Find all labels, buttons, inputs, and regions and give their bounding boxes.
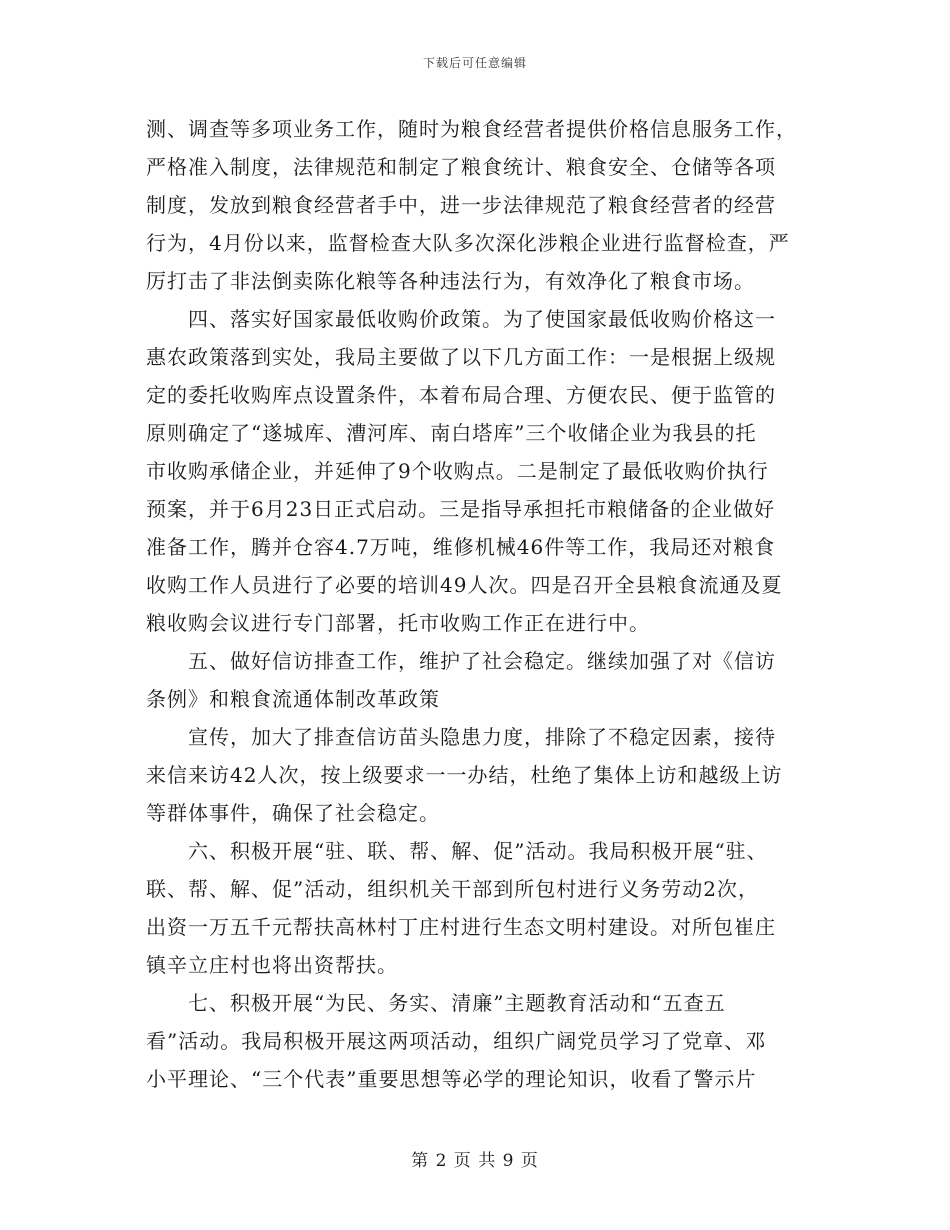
body-line: 出资一万五千元帮扶高林村丁庄村进行生态文明村建设。对所包崔庄	[146, 915, 776, 939]
body-line: 制度，发放到粮食经营者手中，进一步法律规范了粮食经营者的经营	[146, 193, 776, 217]
body-line: 联、帮、解、促”活动，组织机关干部到所包村进行义务劳动2次，	[146, 877, 759, 901]
body-line: 严格准入制度，法律规范和制定了粮食统计、粮食安全、仓储等各项	[146, 155, 776, 179]
body-line: 粮收购会议进行专门部署，托市收购工作正在进行中。	[146, 611, 650, 635]
body-line: 来信来访42人次，按上级要求一一办结，杜绝了集体上访和越级上访	[146, 763, 783, 787]
document-body	[146, 110, 816, 1098]
body-line: 收购工作人员进行了必要的培训49人次。四是召开全县粮食流通及夏	[146, 573, 783, 597]
body-line: 原则确定了“遂城库、漕河库、南白塔库”三个收储企业为我县的托	[146, 421, 757, 445]
page-number-footer: 第 2 页 共 9 页	[411, 1151, 539, 1171]
body-line: 条例》和粮食流通体制改革政策	[146, 687, 440, 711]
body-line: 小平理论、“三个代表”重要思想等必学的理论知识，收看了警示片	[146, 1067, 757, 1091]
body-line: 等群体事件，确保了社会稳定。	[146, 801, 440, 825]
body-line: 准备工作，腾并仓容4.7万吨，维修机械46件等工作，我局还对粮食	[146, 535, 776, 559]
body-line: 看”活动。我局积极开展这两项活动，组织广阔党员学习了党章、邓	[146, 1029, 767, 1053]
body-line: 市收购承储企业，并延伸了9个收购点。二是制定了最低收购价执行	[146, 459, 769, 483]
body-line-paragraph-start: 宣传，加大了排查信访苗头隐患力度，排除了不稳定因素，接待	[188, 725, 776, 749]
body-line-paragraph-start: 五、做好信访排查工作，维护了社会稳定。继续加强了对《信访	[188, 649, 776, 673]
body-line: 定的委托收购库点设置条件，本着布局合理、方便农民、便于监管的	[146, 383, 776, 407]
body-line: 测、调查等多项业务工作，随时为粮食经营者提供价格信息服务工作，	[146, 117, 797, 141]
page-header-note: 下载后可任意编辑	[422, 56, 527, 70]
body-line: 镇辛立庄村也将出资帮扶。	[146, 953, 398, 977]
body-line-paragraph-start: 六、积极开展“驻、联、帮、解、促”活动。我局积极开展“驻、	[188, 839, 768, 863]
body-line: 厉打击了非法倒卖陈化粮等各种违法行为，有效净化了粮食市场。	[146, 269, 755, 293]
body-line: 惠农政策落到实处，我局主要做了以下几方面工作：一是根据上级规	[146, 345, 776, 369]
body-line: 预案，并于6月23日正式启动。三是指导承担托市粮储备的企业做好	[146, 497, 776, 521]
body-line: 行为，4月份以来，监督检查大队多次深化涉粮企业进行监督检查，严	[146, 231, 790, 255]
body-line-paragraph-start: 七、积极开展“为民、务实、清廉”主题教育活动和“五查五	[188, 991, 726, 1015]
body-line-paragraph-start: 四、落实好国家最低收购价政策。为了使国家最低收购价格这一	[188, 307, 776, 331]
